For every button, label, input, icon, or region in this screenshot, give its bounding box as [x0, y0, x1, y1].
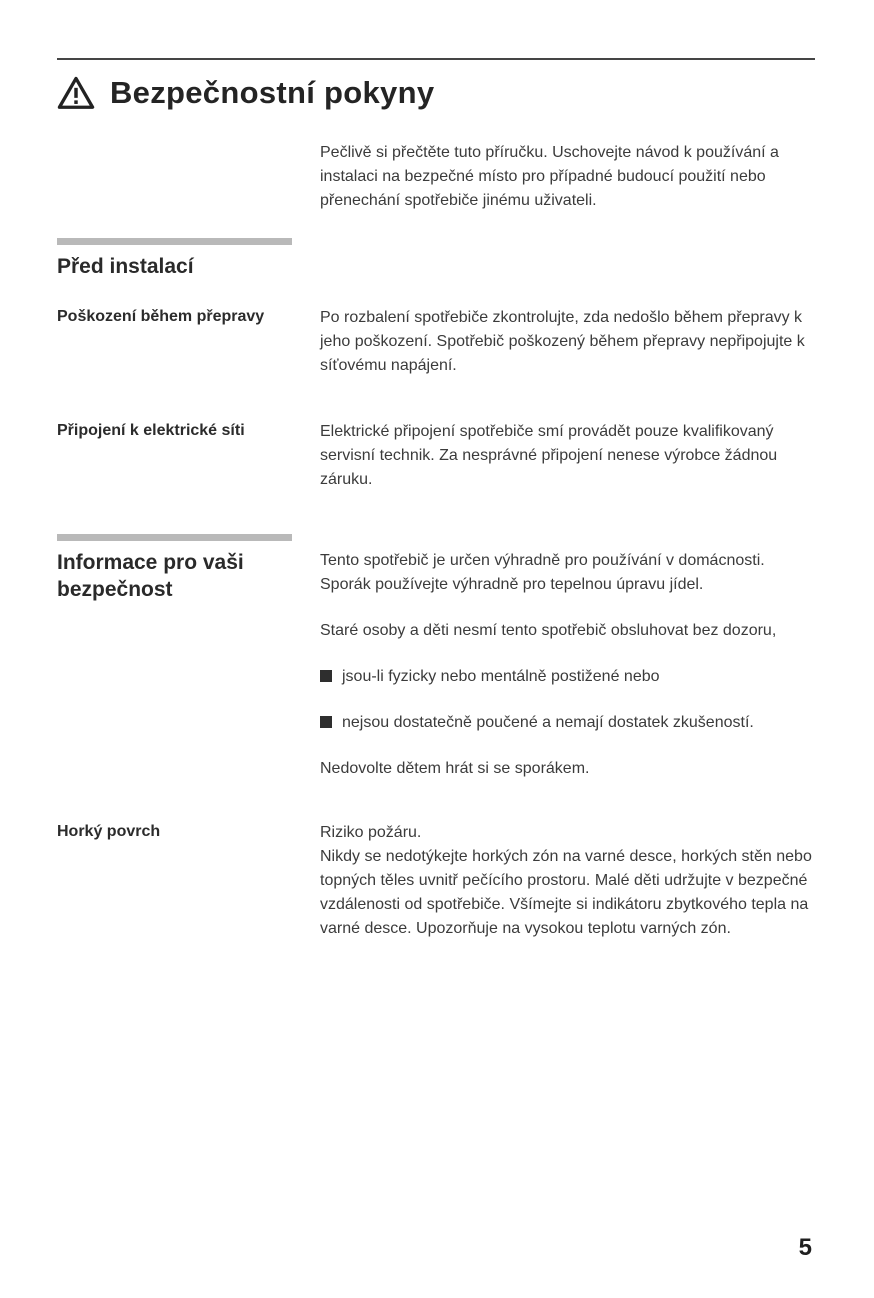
section-heading-before-installation: Před instalací: [57, 255, 194, 278]
row-safety-information: [57, 549, 815, 781]
safety-paragraph: Staré osoby a děti nesmí tento spotřebič obsluhovat bez dozoru,: [320, 622, 777, 639]
row-hot-surface: [57, 821, 815, 941]
safety-paragraph: Tento spotřebič je určen výhradně pro používání v domácnosti. Sporák používejte výhradně pro tepelnou úpravu jídel.: [320, 552, 765, 593]
row-label: Připojení k elektrické síti: [57, 422, 245, 439]
bullet-item: [320, 711, 815, 735]
safety-closing-paragraph: Nedovolte dětem hrát si se sporákem.: [320, 760, 590, 777]
intro-row: [57, 141, 815, 213]
page-number: 5: [798, 1234, 812, 1261]
row-label: Horký povrch: [57, 823, 161, 840]
manual-page: [0, 58, 874, 941]
row-text: Elektrické připojení spotřebiče smí provádět pouze kvalifikovaný servisní technik. Za nesprávné připojení nenese výrobce žádnou záruku.: [320, 423, 778, 488]
bullet-square-icon: [320, 670, 332, 682]
bullet-text: nejsou dostatečně poučené a nemají dostatek zkušeností.: [342, 714, 754, 731]
row-transport-damage: [57, 306, 815, 378]
warning-triangle-icon: [57, 75, 95, 111]
row-text: Nikdy se nedotýkejte horkých zón na varné desce, horkých stěn nebo topných těles uvnitř pečícího prostoru. Malé děti udržujte v bezpečné vzdálenosti od spotřebiče. Všímejte si indikátoru zbytkového tepla na varné desce. Upozorňuje na vysokou teplotu varných zón.: [320, 848, 812, 937]
section-heading-safety-info: Informace pro vaši bezpečnost: [57, 551, 244, 601]
row-text-line1: Riziko požáru.: [320, 824, 422, 841]
section-divider-bar: [57, 534, 292, 541]
bullet-text: jsou-li fyzicky nebo mentálně postižené nebo: [342, 668, 660, 685]
row-electrical-connection: [57, 420, 815, 492]
top-divider: [57, 58, 815, 60]
page-title: Bezpečnostní pokyny: [110, 75, 435, 110]
bullet-square-icon: [320, 716, 332, 728]
intro-left-spacer: [57, 141, 292, 213]
page-title-row: [57, 75, 815, 111]
safety-info-content: [320, 549, 815, 781]
intro-paragraph: Pečlivě si přečtěte tuto příručku. Uschovejte návod k používání a instalaci na bezpečné místo pro případné budoucí použití nebo přenechání spotřebiče jinému uživateli.: [320, 144, 779, 209]
row-label: Poškození během přepravy: [57, 308, 265, 325]
row-text: Po rozbalení spotřebiče zkontrolujte, zda nedošlo během přepravy k jeho poškození. Spotřebič poškozený během přepravy nepřipojujte k síťovému napájení.: [320, 309, 805, 374]
section-divider-bar: [57, 238, 292, 245]
row-text-group: [320, 821, 815, 941]
bullet-item: [320, 665, 815, 689]
